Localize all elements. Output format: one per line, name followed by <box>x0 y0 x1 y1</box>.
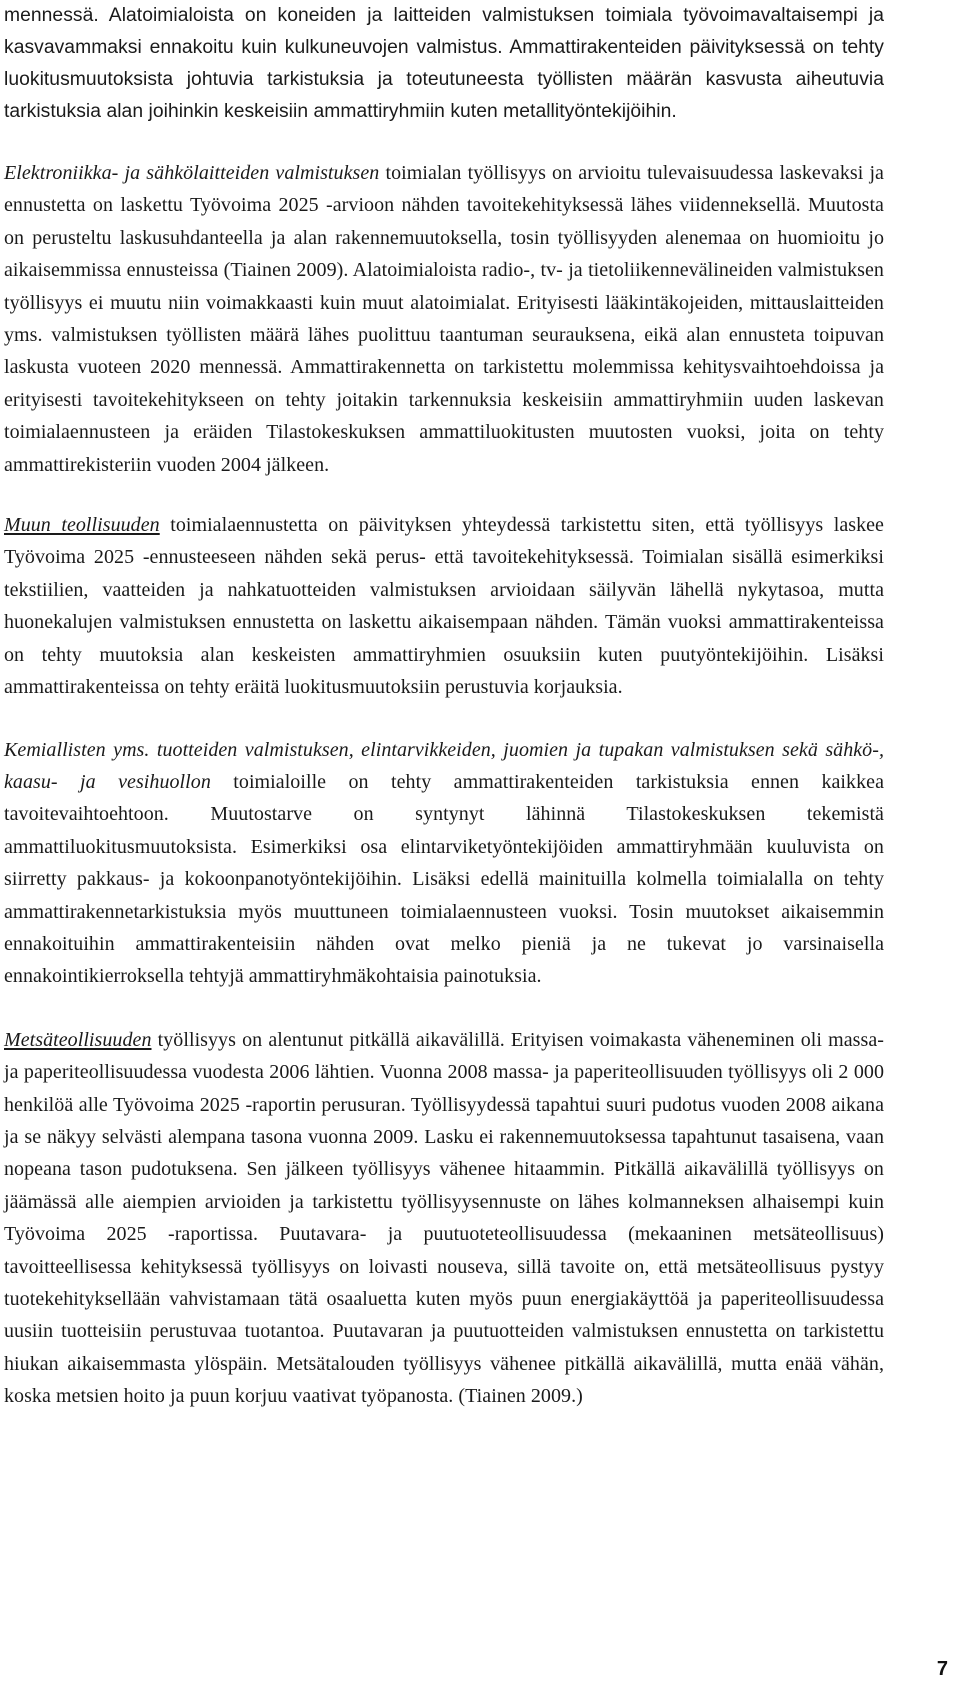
document-page <box>4 0 884 1413</box>
paragraph-metal-industry-text: mennessä. Alatoimialoista on koneiden ja laitteiden valmistuksen toimiala työvoimavaltaisempi ja kasvavammaksi ennakoitu kuin kulkuneuvojen valmistus. Ammattirakenteiden päivityksessä on tehty luokitusmuutoksista johtuvia tarkistuksia ja toteutuneesta työllisten määrän kasvusta aiheutuvia tarkistuksia alan joihinkin keskeisiin ammattiryhmiin kuten metallityöntekijöihin. <box>4 5 884 122</box>
topic-other-industry: Muun teollisuuden <box>4 514 160 537</box>
page-number: 7 <box>936 1658 948 1680</box>
paragraph-forest-industry <box>4 1024 884 1413</box>
paragraph-chemicals-food-energy-text: toimialoille on tehty ammattirakenteiden tarkistuksia ennen kaikkea tavoitevaihtoehtoon. Muutostarve on syntynyt lähinnä Tilastokeskuksen tekemistä ammattiluokitusmuutoksista. Esimerkiksi osa elintarviketyöntekijöiden ammattiryhmään kuuluvista on siirretty pakkaus- ja kokoonpanotyöntekijöihin. Lisäksi edellä mainituilla kolmella toimialalla on tehty ammattirakennetarkistuksia myös muuttuneen toimialaennusteen vuoksi. Tosin muutokset aikaisemmin ennakoituihin ammattirakenteisiin nähden ovat melko pieniä ja ne tukevat jo varsinaisella ennakointikierroksella tehtyjä ammattiryhmäkohtaisia painotuksia. <box>4 770 884 988</box>
paragraph-forest-industry-text: työllisyys on alentunut pitkällä aikavälillä. Erityisen voimakasta väheneminen oli massa- ja paperiteollisuudessa vuodesta 2006 lähtien. Vuonna 2008 massa- ja paperiteollisuuden työllisyys oli 2 000 henkilöä alle Työvoima 2025 -raportin perusuran. Työllisyydessä tapahtui suuri pudotus vuoden 2008 aikana ja se näkyy selvästi alempana tasona vuonna 2009. Lasku ei rakennemuutoksessa tapahtunut tasaisena, vaan nopeana tason pudotuksena. Sen jälkeen työllisyys vähenee hitaammin. Pitkällä aikavälillä työllisyys on jäämässä alle aiempien arvioiden ja tarkistettu työllisyysennuste on lähes kolmanneksen alhaisempi kuin Työvoima 2025 -raportissa. Puutavara- ja puutuoteteollisuudessa (mekaaninen metsäteollisuus) tavoitteellisessa kehityksessä työllisyys on loivasti nouseva, sillä tavoite on, että metsäteollisuus pystyy tuotekehityksellään vahvistamaan tätä osaaluetta kuten myös puun energiakäyttöä ja paperiteollisuudessa uusiin tuotteisiin perustuvaa tuotantoa. Puutavaran ja puutuotteiden valmistuksen ennustetta on tarkistettu hiukan aikaisemmasta ylöspäin. Metsätalouden työllisyys vähenee pitkällä aikavälillä, mutta enää vähän, koska metsien hoito ja puun korjuu vaativat työpanosta. (Tiainen 2009.) <box>4 1028 884 1408</box>
topic-forest-industry: Metsäteollisuuden <box>4 1028 152 1051</box>
paragraph-electronics-text: toimialan työllisyys on arvioitu tulevaisuudessa laskevaksi ja ennustetta on laskettu Työvoima 2025 -arvioon nähden tavoitekehityksessä lähes viidenneksellä. Muutosta on perusteltu laskusuhdanteella ja alan rakennemuutoksella, tosin työllisyyden alenemaa on huomioitu jo aikaisemmissa ennusteissa (Tiainen 2009). Alatoimialoista radio-, tv- ja tietoliikennevälineiden valmistuksen työllisyys ei muutu niin voimakkaasti kuin muut alatoimialat. Erityisesti lääkintäkojeiden, mittauslaitteiden yms. valmistuksen työllisten määrä lähes puolittuu taantuman seurauksena, eikä alan ennusteta toipuvan laskusta vuoteen 2020 mennessä. Ammattirakennetta on tarkistettu molemmissa kehitysvaihtoehdoissa ja erityisesti tavoitekehitykseen on tehty joitakin tarkennuksia keskeisiin ammattiryhmiin uuden laskevan toimialaennusteen ja eräiden Tilastokeskuksen ammattiluokitusten muutosten vuoksi, joita on tehty ammattirekisteriin vuoden 2004 jälkeen. <box>4 162 884 476</box>
paragraph-other-industry-text: toimialaennustetta on päivityksen yhteydessä tarkistettu siten, että työllisyys laskee Työvoima 2025 -ennusteeseen nähden sekä perus- että tavoitekehityksessä. Toimialan sisällä esimerkiksi tekstiilien, vaatteiden ja nahkatuotteiden valmistuksen arvioidaan säilyvän lähellä nykytasoa, mutta huonekalujen valmistuksen ennustetta on laskettu aikaisempaan nähden. Tämän vuoksi ammattirakenteissa on tehty muutoksia alan keskeisten ammattiryhmien osuuksiin kuten puutyöntekijöihin. Lisäksi ammattirakenteissa on tehty eräitä luokitusmuutoksiin perustuvia korjauksia. <box>4 514 884 699</box>
topic-chemicals-food-energy: Kemiallisten yms. tuotteiden valmistuksen, elintarvikkeiden, juomien ja tupakan valmistuksen sekä sähkö-, kaasu- ja vesihuollon <box>4 738 884 793</box>
paragraph-other-industry <box>4 509 884 703</box>
topic-electronics: Elektroniikka- ja sähkölaitteiden valmistuksen <box>4 162 380 184</box>
paragraph-chemicals-food-energy <box>4 734 884 993</box>
paragraph-electronics <box>4 157 884 481</box>
paragraph-metal-industry <box>4 0 884 128</box>
